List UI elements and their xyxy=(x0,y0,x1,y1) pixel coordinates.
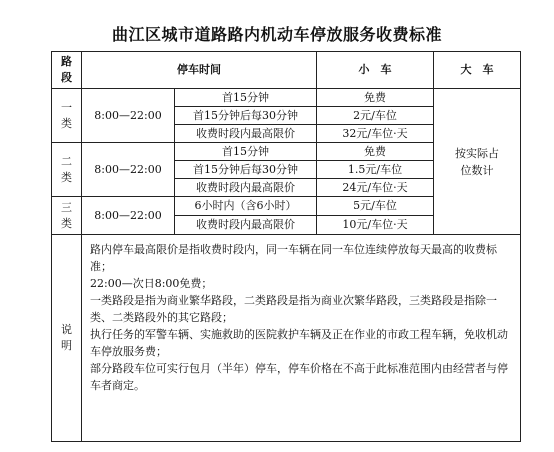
note-item: 一类路段是指为商业繁华路段，二类路段是指为商业次繁华路段，三类路段是指除一类、二类路段外的其它路段； xyxy=(90,294,497,324)
large-car-note: 按实际占位数计 xyxy=(455,146,499,177)
note-item: 22:00—次日8:00免费； xyxy=(90,277,213,290)
hours-cell: 8:00—22:00 xyxy=(82,89,175,143)
header-road-section: 路段 xyxy=(52,52,82,89)
note-item: 部分路段车位可实行包月（半年）停车，停车价格在不高于此标准范围内由经营者与停车者商定。 xyxy=(90,362,508,392)
small-car-fee-cell: 24元/车位·天 xyxy=(317,179,434,197)
small-car-fee-cell: 1.5元/车位 xyxy=(317,161,434,179)
note-item: 执行任务的军警车辆、实施救助的医院救护车辆及正在作业的市政工程车辆，免收机动车停放服务费； xyxy=(90,328,508,358)
rule-cell: 收费时段内最高限价 xyxy=(175,125,317,143)
small-car-fee-cell: 免费 xyxy=(317,89,434,107)
small-car-fee-cell: 10元/车位·天 xyxy=(317,216,434,235)
rule-cell: 首15分钟 xyxy=(175,89,317,107)
rule-cell: 首15分钟后每30分钟 xyxy=(175,107,317,125)
table-header-row xyxy=(52,52,521,89)
notes-label: 说明 xyxy=(52,235,82,442)
large-car-note-cell xyxy=(434,89,521,235)
note-item: 路内停车最高限价是指收费时段内，同一车辆在同一车位连续停放每天最高的收费标准； xyxy=(90,243,497,273)
category-cell: 三类 xyxy=(52,197,82,235)
rule-cell: 6小时内（含6小时） xyxy=(175,197,317,216)
hours-cell: 8:00—22:00 xyxy=(82,143,175,197)
rule-cell: 收费时段内最高限价 xyxy=(175,179,317,197)
notes-row xyxy=(52,235,521,442)
rule-cell: 收费时段内最高限价 xyxy=(175,216,317,235)
small-car-fee-cell: 32元/车位·天 xyxy=(317,125,434,143)
rule-cell: 首15分钟后每30分钟 xyxy=(175,161,317,179)
notes-cell xyxy=(82,235,521,442)
document-title: 曲江区城市道路路内机动车停放服务收费标准 xyxy=(111,25,442,44)
small-car-fee-cell: 5元/车位 xyxy=(317,197,434,216)
fee-table xyxy=(51,51,521,442)
rule-cell: 首15分钟 xyxy=(175,143,317,161)
category-cell: 二类 xyxy=(52,143,82,197)
table-row xyxy=(52,89,521,107)
hours-cell: 8:00—22:00 xyxy=(82,197,175,235)
header-large-car: 大 车 xyxy=(434,52,521,89)
header-parking-time: 停车时间 xyxy=(82,52,317,89)
small-car-fee-cell: 2元/车位 xyxy=(317,107,434,125)
header-small-car: 小 车 xyxy=(317,52,434,89)
small-car-fee-cell: 免费 xyxy=(317,143,434,161)
category-cell: 一类 xyxy=(52,89,82,143)
